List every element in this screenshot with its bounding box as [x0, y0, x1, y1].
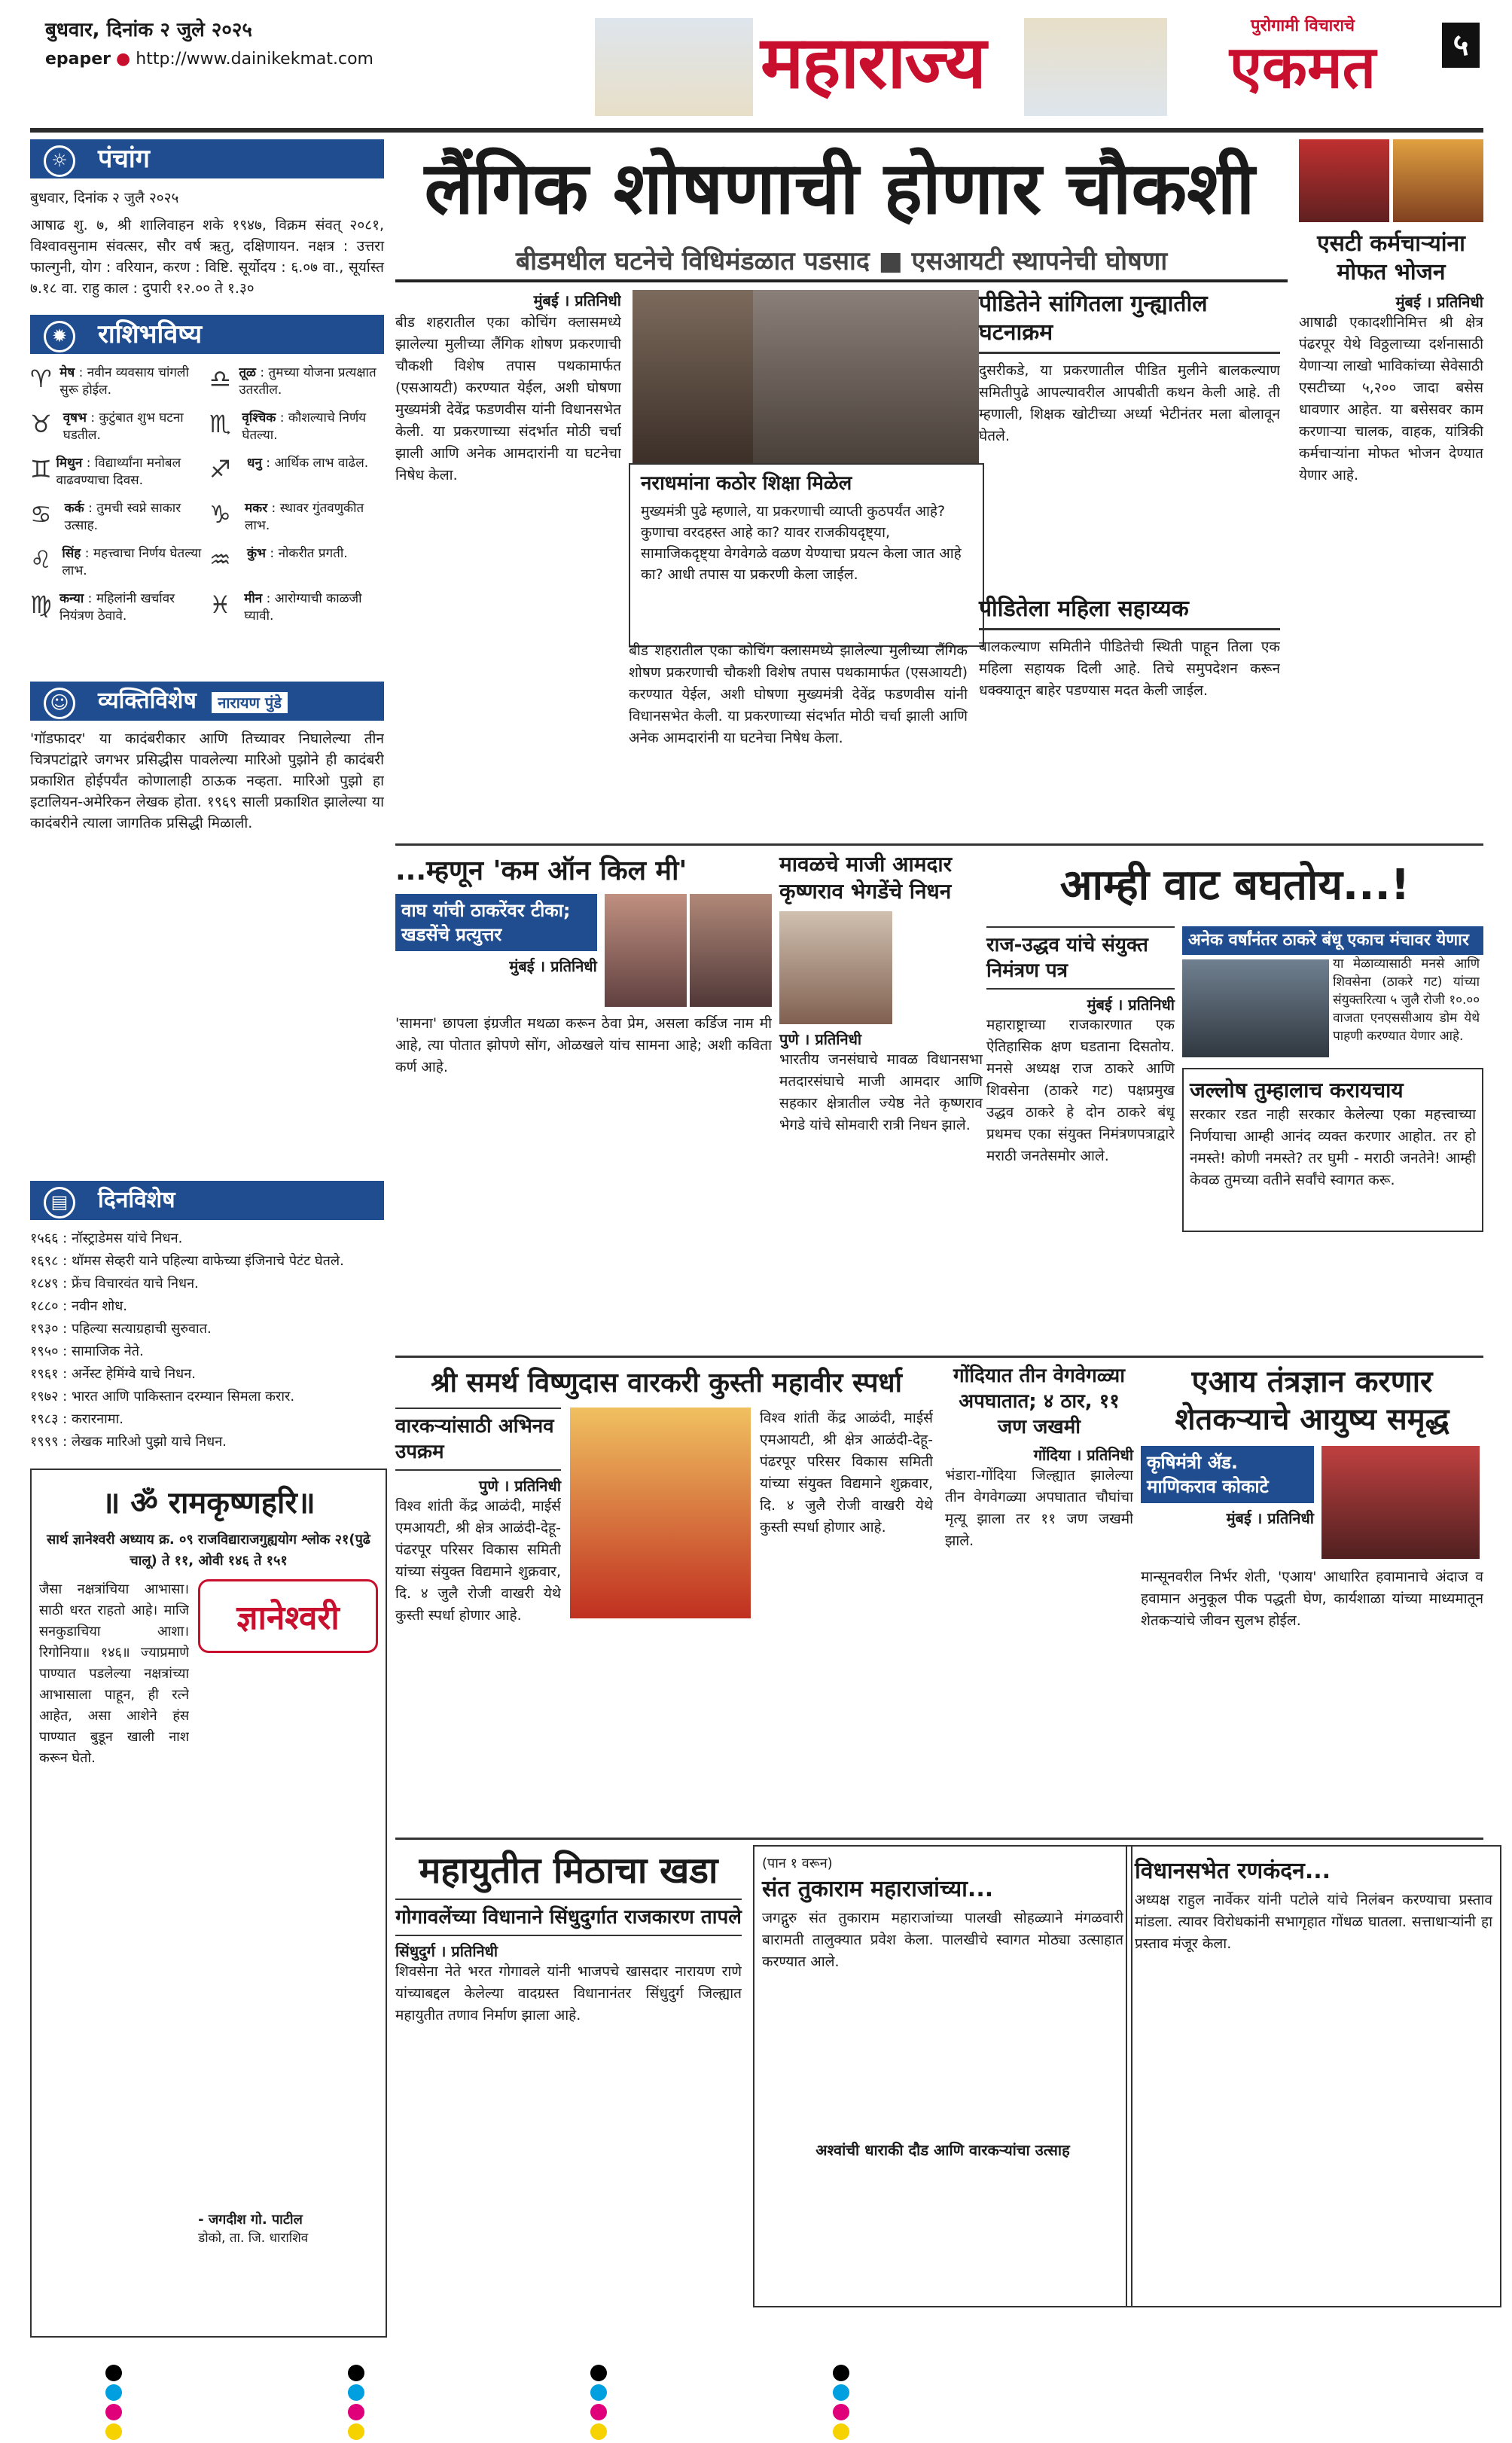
rashi-text: कुटुंबात शुभ घटना घडतील. [62, 410, 184, 443]
print-dot [590, 2384, 607, 2401]
rashi-item: ♎ तूळ : तुमच्या योजना प्रत्यक्षात उतरतील. [209, 364, 384, 410]
rashi-name: कन्या [59, 591, 84, 606]
rashi-text: आरोग्याची काळजी घ्यावी. [244, 591, 362, 624]
virgo-icon: ♍ [30, 590, 52, 619]
bhegde-photo [779, 911, 892, 1024]
brand-name: एकमत [1229, 33, 1376, 102]
dinvishesh-item: १८८० : नवीन शोध. [30, 1298, 128, 1314]
dinvishesh-item: १९९९ : लेखक मारिओ पुझो याचे निधन. [30, 1434, 227, 1450]
obituary-article [779, 851, 983, 1335]
panchang-date: बुधवार, दिनांक २ जुलै २०२५ [30, 190, 179, 206]
kiss-title: ...म्हणून 'कम ऑन किल मी' [395, 856, 687, 886]
panchang-section [30, 139, 384, 299]
kiss-sub: वाघ यांची ठाकरेंवर टीका; खडसेंचे प्रत्युत्तर [395, 894, 597, 951]
rashi-text: आर्थिक लाभ वाढेल. [274, 456, 369, 471]
side-title: एसटी कर्मचाऱ्यांना मोफत भोजन [1317, 230, 1465, 285]
vitthal-photo [1393, 139, 1483, 222]
dinvishesh-item: १९७२ : भारत आणि पाकिस्तान दरम्यान सिमला करार. [30, 1389, 295, 1404]
rashi-text: महिलांनी खर्चावर नियंत्रण ठेवावे. [59, 591, 175, 624]
header-divider [30, 128, 1483, 133]
main-subhead: बीडमधील घटनेचे विधिमंडळात पडसाद ■ एसआयटी स्थापनेची घोषणा [395, 243, 1288, 282]
panchang-title: पंचांग [98, 144, 150, 174]
rashi-name: मेष [59, 365, 75, 380]
lower-divider [395, 1356, 1483, 1358]
ai-sub: कृषिमंत्री ॲड. माणिकराव कोकाटे [1141, 1446, 1314, 1503]
brand-masthead [1175, 14, 1431, 111]
print-dot [833, 2365, 849, 2381]
capricorn-icon: ♑ [209, 500, 231, 529]
main-body: बीड शहरातील एका कोचिंग क्लासमध्ये झालेल्या मुलीच्या लैंगिक शोषण प्रकरणाची चौकशी विशेष तपास पथकामार्फत (एसआयटी) करण्यात येईल, अशी घोषणा मुख्यमंत्री देवेंद्र फडणवीस यांनी विधानसभेत केली. या प्रकरणाच्या संदर्भात मोठी चर्चा झाली आणि अनेक आमदारांनी या घटनेचा निषेध केला. [395, 314, 621, 483]
accident-byline: गोंदिया । प्रतिनिधी [1033, 1446, 1133, 1464]
vyakti-sub: नारायण पुंडे [212, 692, 288, 713]
gemini-icon: ♊ [30, 455, 52, 483]
thackeray-brothers-photo [1182, 959, 1329, 1057]
ramkrishna-title: ॥ ॐ रामकृष्णहरि॥ [102, 1486, 316, 1520]
print-dot [348, 2365, 364, 2381]
cancer-icon: ♋ [30, 500, 52, 529]
print-dot [590, 2365, 607, 2381]
rashi-text: विद्यार्थ्यांना मनोबल वाढवण्याचा दिवस. [56, 456, 181, 488]
dinvishesh-item: १९८३ : करारनामा. [30, 1411, 123, 1427]
uddhav-text: महाराष्ट्राच्या राजकारणात एक ऐतिहासिक क्षण घडताना दिसतोय. मनसे अध्यक्ष राज ठाकरे आणि शिवसेना (ठाकरे गट) पक्षप्रमुख उद्धव ठाकरे हे दोन ठाकरे बंधू प्रथमच एका संयुक्त निमंत्रणपत्राद्वारे मराठी जनतेसमोर आले. [986, 1017, 1175, 1164]
print-dot [348, 2404, 364, 2420]
taurus-icon: ♉ [30, 410, 52, 438]
dinvishesh-item: १८४९ : फ्रेंच विचारवंत याचे निधन. [30, 1276, 199, 1292]
mahayuti-title: महायुतीत मिठाचा खडा [419, 1850, 718, 1892]
dinvishesh-list [30, 1228, 384, 1453]
accident-text: भंडारा-गोंदिया जिल्ह्यात झालेल्या तीन वेगवेगळ्या अपघातात चौघांचा मृत्यू झाला तर ११ जण जखमी झाले. [945, 1467, 1133, 1549]
bottom-divider [395, 1838, 1483, 1840]
fadnavis-photo [633, 290, 753, 463]
jalosh-text: सरकार रडत नाही सरकार केलेल्या एका महत्त्वाच्या निर्णयाचा आम्ही आनंद व्यक्त करणार आहोत. तर हो नमस्ते! कोणी नमस्ते? तर घुमी - मराठी जनतेने! आम्ही केवळ तुमच्या वतीने सर्वांचे स्वागत करू. [1190, 1106, 1476, 1188]
kusti-text: विश्व शांती केंद्र आळंदी, माईर्स एमआयटी, श्री क्षेत्र आळंदी-देहू-पंढरपूर परिसर विकास समिती यांच्या संयुक्त विद्यमाने शुक्रवार, दि. ४ जुलै रोजी वाखरी येथे कुस्ती स्पर्धा होणार आहे. [395, 1498, 561, 1624]
main-byline: मुंबई । प्रतिनिधी [533, 291, 621, 310]
box-victim-account [979, 290, 1280, 608]
rashi-name: कर्क [64, 501, 84, 516]
chitra-wagh-photo [605, 894, 687, 1007]
person-icon: ☺ [44, 688, 75, 719]
rashi-text: नवीन व्यवसाय चांगली सुरू होईल. [59, 365, 189, 398]
rashi-item: ♒ कुंभ : नोकरीत प्रगती. [209, 545, 384, 590]
libra-icon: ♎ [209, 364, 231, 393]
rashi-name: मिथुन [56, 456, 83, 471]
tukaram-sub2: अश्वांची धाराकी दौड आणि वारकऱ्यांचा उत्साह [815, 2141, 1070, 2159]
box1-title: पीडितेने सांगितला गुन्ह्यातील घटनाक्रम [979, 290, 1280, 354]
rashi-text: स्थावर गुंतवणुकीत लाभ. [244, 501, 364, 533]
ai-title: एआय तंत्रज्ञान करणार शेतकऱ्याचे आयुष्य समृद्ध [1175, 1365, 1450, 1437]
jalosh-title: जल्लोष तुम्हालाच करायचाय [1190, 1078, 1404, 1103]
sun-icon: ☼ [44, 145, 75, 177]
kusti-title: श्री समर्थ विष्णुदास वारकरी कुस्ती महावीर स्पर्धा [431, 1368, 902, 1398]
rashi-item: ♑ मकर : स्थावर गुंतवणुकीत लाभ. [209, 500, 384, 545]
rashi-name: तूळ [239, 365, 256, 380]
kiss-text: 'सामना' छापला इंग्रजीत मथळा करून ठेवा प्रेम, असला कर्डिज नाम मी आहे, त्या पोतात झोपणे सोंग, ओळखले यांच सामना आहे; अशी कविता कर्ण आहे. [395, 1015, 772, 1075]
thackeray-box [1182, 926, 1483, 1232]
mahayuti-byline: सिंधुदुर्ग । प्रतिनिधी [395, 1942, 498, 1960]
box2-text: बालकल्याण समितीने पीडितेची स्थिती पाहून तिला एक महिला सहायक दिली आहे. तिचे समुपदेशन करून धक्क्यातून बाहेर पडण्यास मदत केली जाईल. [979, 639, 1280, 699]
rashi-item: ♉ वृषभ : कुटुंबात शुभ घटना घडतील. [30, 410, 205, 455]
ai-byline: मुंबई । प्रतिनिधी [1226, 1509, 1314, 1527]
ramkrishna-text: जैसा नक्षत्रांचिया आभासा। साठी धरत राहतो आहे। माजि सनकुडाचिया आशा। रिगोनिया॥ १४६॥ ज्याप्रमाणे पाण्यात पडलेल्या नक्षत्रांच्या आभासाला पाहून, ही रत्ने आहेत, असा आशेने हंस पाण्यात बुडून खाली नाश करून घेतो. [39, 1581, 190, 1766]
vyakti-title: व्यक्तिविशेष [98, 688, 197, 714]
sagittarius-icon: ♐ [209, 455, 231, 483]
print-dot [105, 2384, 122, 2401]
header-date: बुधवार, दिनांक २ जुले २०२५ [45, 19, 252, 41]
header-banner-image-right [1024, 18, 1167, 116]
vidhan-title: विधानसभेत रणकंदन... [1135, 1858, 1331, 1884]
box2-title: पीडितेला महिला सहाय्यक [979, 595, 1280, 630]
dinvishesh-item: १९६१ : अर्नेस्ट हेमिंग्वे याचे निधन. [30, 1366, 196, 1382]
vyakti-section [30, 682, 384, 1075]
rashi-item: ♊ मिथुन : विद्यार्थ्यांना मनोबल वाढवण्याचा दिवस. [30, 455, 205, 500]
dinvishesh-item: १९५० : सामाजिक नेते. [30, 1343, 144, 1359]
wait-headline: आम्ही वाट बघतोय...! [1059, 861, 1410, 910]
header-banner-image [595, 18, 753, 116]
quote-box [629, 463, 984, 647]
uddhav-article [986, 926, 1175, 1353]
rashi-column-2 [209, 364, 384, 636]
print-dot [833, 2423, 849, 2440]
box-women-assistant [979, 595, 1280, 862]
panchang-header [30, 139, 384, 178]
uddhav-title: राज-उद्धव यांचे संयुक्त निमंत्रण पत्र [986, 926, 1175, 990]
calendar-icon: ▤ [44, 1187, 75, 1218]
rashi-name: मकर [244, 501, 268, 516]
vyakti-header [30, 682, 384, 721]
kusti-poster-image [570, 1408, 751, 1618]
epaper-url[interactable] [45, 50, 373, 69]
section-logo: महाराज्य [761, 20, 985, 105]
rashi-item: ♋ कर्क : तुमची स्वप्ने साकार उत्साह. [30, 500, 205, 545]
tukaram-title: संत तुकाराम महाराजांच्या... [762, 1876, 994, 1902]
pisces-icon: ♓ [209, 590, 231, 619]
rashi-column-1 [30, 364, 205, 636]
print-dot [833, 2404, 849, 2420]
epaper-label: epaper [45, 50, 111, 69]
mahayuti-article [395, 1845, 742, 2323]
kusti-byline: पुणे । प्रतिनिधी [478, 1477, 561, 1495]
website-url[interactable]: http://www.dainikekmat.com [136, 50, 373, 69]
ramkrishna-author: - जगदीश गो. पाटील [198, 2212, 303, 2228]
print-dot [590, 2404, 607, 2420]
rashi-item: ♍ कन्या : महिलांनी खर्चावर नियंत्रण ठेवावे. [30, 590, 205, 636]
st-bhojan-article [1299, 230, 1483, 831]
vidhan-article [1126, 1845, 1501, 2307]
print-dot [590, 2423, 607, 2440]
ai-article [1141, 1363, 1483, 1792]
rashi-name: मीन [244, 591, 263, 606]
print-dot [348, 2384, 364, 2401]
thackeray-title: अनेक वर्षांनंतर ठाकरे बंधू एकाच मंचावर येणार [1182, 926, 1483, 955]
mahayuti-sub: गोगावलेंच्या विधानाने सिंधुदुर्गात राजकारण तापले [395, 1899, 742, 1936]
obit-title: मावळचे माजी आमदार कृष्णराव भेगडेंचे निधन [779, 852, 953, 904]
uddhav-byline: मुंबई । प्रतिनिधी [1087, 996, 1175, 1014]
kusti-text-cont: विश्व शांती केंद्र आळंदी, माईर्स एमआयटी, श्री क्षेत्र आळंदी-देहू-पंढरपूर परिसर विकास समिती यांच्या संयुक्त विद्यमाने शुक्रवार, दि. ४ जुलै रोजी वाखरी येथे कुस्ती स्पर्धा होणार आहे. [760, 1410, 933, 1536]
print-dot [105, 2423, 122, 2440]
kokate-photo [1321, 1446, 1480, 1559]
rashi-item: ♈ मेष : नवीन व्यवसाय चांगली सुरू होईल. [30, 364, 189, 398]
ai-text: मान्सूनवरील निर्भर शेती, 'एआय' आधारित हवामानाचे अंदाज व हवामान अनुकूल पीक पद्धती घेण, कार्यशाळा यांच्या माध्यमातून शेतकऱ्यांचे जीवन सुलभ होईल. [1141, 1569, 1483, 1629]
tukaram-text: जगद्गुरु संत तुकाराम महाराजांच्या पालखी सोहळ्याने मंगळवारी बारामती तालुक्यात प्रवेश केला. पालखीचे स्वागत मोठ्या उत्साहात करण्यात आले. [762, 1910, 1123, 1970]
kiss-article [395, 851, 772, 1352]
aquarius-icon: ♒ [209, 545, 231, 574]
rashi-item: ♓ मीन : आरोग्याची काळजी घ्यावी. [209, 590, 384, 636]
kusti-article [395, 1363, 937, 1829]
dnyaneshwari-logo: ज्ञानेश्वरी [198, 1579, 378, 1653]
rashi-text: कौशल्याचे निर्णय घेतल्या. [242, 410, 367, 443]
leo-icon: ♌ [30, 545, 52, 574]
aries-icon: ♈ [30, 364, 52, 393]
rashi-text: तुमच्या योजना प्रत्यक्षात उतरतील. [239, 365, 376, 398]
tukaram-article [753, 1845, 1132, 2307]
rashi-name: कुंभ [247, 546, 267, 561]
kusti-sub: वारकऱ्यांसाठी अभिनव उपक्रम [395, 1408, 561, 1471]
victim-illustration-photo [753, 290, 979, 463]
dinvishesh-item: १५६६ : नॉस्ट्राडेमस यांचे निधन. [30, 1231, 183, 1246]
quote-title: नराधमांना कठोर शिक्षा मिळेल [641, 472, 852, 495]
rashi-item: ♏ वृश्चिक : कौशल्याचे निर्णय घेतल्या. [209, 410, 384, 455]
dinvishesh-item: १६९८ : थॉमस सेव्हरी याने पहिल्या वाफेच्या इंजिनाचे पेटंट घेतले. [30, 1253, 344, 1269]
vyakti-text: 'गॉडफादर' या कादंबरीकार आणि तिच्यावर निघालेल्या तीन चित्रपटांद्वारे जगभर प्रसिद्धीस पावलेल्या मारिओ पुझोने ही कादंबरी प्रकाशित होईपर्यंत कोणालाही ठाऊक नव्हता. मारिओ पुझो हा इटालियन-अमेरिकन लेखक होता. १९६९ साली प्रकाशित झालेल्या या कादंबरीने त्याला जागतिक प्रसिद्धी मिळाली. [30, 730, 384, 831]
dinvishesh-item: १९३० : पहिल्या सत्याग्रहाची सुरुवात. [30, 1321, 212, 1337]
st-bus-photo [1299, 139, 1389, 222]
page-number: ५ [1442, 23, 1480, 68]
rashi-text: तुमची स्वप्ने साकार उत्साह. [64, 501, 181, 533]
kiss-byline: मुंबई । प्रतिनिधी [509, 957, 597, 975]
accident-article [945, 1363, 1133, 1796]
rashi-header [30, 315, 384, 354]
print-dot [105, 2365, 122, 2381]
print-dot [348, 2423, 364, 2440]
ramkrishna-author-place: डोको, ता. जि. धाराशिव [198, 2231, 309, 2246]
mahayuti-text: शिवसेना नेते भरत गोगावले यांनी भाजपचे खासदार नारायण राणे यांच्याबद्दल केलेल्या वादग्रस्त विधानानंतर सिंधुदुर्ग जिल्ह्यात महायुतीत तणाव निर्माण झाला आहे. [395, 1963, 742, 2024]
print-dot [833, 2384, 849, 2401]
rashi-name: धनु [247, 456, 262, 471]
ramkrishna-sub: सार्थ ज्ञानेश्वरी अध्याय क्र. ०९ राजविद्याराजगुह्ययोग श्लोक २१(पुढे चालू) ते ११, ओवी १४६ ते १५१ [47, 1532, 370, 1569]
main-headline: लैंगिक शोषणाची होणार चौकशी [424, 145, 1255, 230]
rashi-item: ♐ धनु : आर्थिक लाभ वाढेल. [209, 455, 384, 500]
rashi-item: ♌ सिंह : महत्त्वाचा निर्णय घेतल्या लाभ. [30, 545, 205, 590]
accident-title: गोंदियात तीन वेगवेगळ्या अपघातात; ४ ठार, ११ जण जखमी [953, 1365, 1125, 1438]
main-article-cont: बीड शहरातील एका कोचिंग क्लासमध्ये झालेल्या मुलीच्या लैंगिक शोषण प्रकरणाची चौकशी विशेष तपास पथकामार्फत (एसआयटी) करण्यात येईल, अशी घोषणा मुख्यमंत्री देवेंद्र फडणवीस यांनी विधानसभेत केली. या प्रकरणाच्या संदर्भात मोठी चर्चा झाली आणि अनेक आमदारांनी या घटनेचा निषेध केला. [629, 642, 968, 746]
rashi-section [30, 315, 384, 636]
print-registration-dots [105, 2365, 1461, 2443]
zodiac-wheel-icon: ✹ [44, 321, 75, 352]
print-dot [105, 2404, 122, 2420]
obit-text: भारतीय जनसंघाचे मावळ विधानसभा मतदारसंघाचे माजी आमदार आणि सहकार क्षेत्रातील ज्येष्ठ नेते कृष्णराव भेगडे यांचे सोमवारी रात्री निधन झाले. [779, 1051, 983, 1133]
side-text: आषाढी एकादशीनिमित्त श्री क्षेत्र पंढरपूर येथे विठ्ठलाच्या दर्शनासाठी येणाऱ्या लाखो भाविकांच्या सेवेसाठी एसटीच्या ५,२०० जादा बसेस धावणार आहेत. या बसेसवर काम करणाऱ्या चालक, वाहक, यांत्रिकी कर्मचाऱ्यांना मोफत भोजन देण्यात येणार आहे. [1299, 314, 1483, 483]
rashi-text: महत्त्वाचा निर्णय घेतल्या लाभ. [62, 546, 202, 578]
box1-text: दुसरीकडे, या प्रकरणातील पीडित मुलीने बालकल्याण समितीपुढे आपल्यावरील आपबीती कथन केली आहे. ती म्हणाली, शिक्षक खोटीच्या अर्ध्या भेटीनंतर मला बोलावून घेतले. [979, 362, 1280, 444]
dinvishesh-section [30, 1181, 384, 1453]
quote-text: मुख्यमंत्री पुढे म्हणाले, या प्रकरणाची व्याप्ती कुठपर्यंत आहे? कुणाचा वरदहस्त आहे का? यावर राजकीयदृष्ट्या, सामाजिकदृष्ट्या वेगवेगळे वळण येण्याचा प्रयत्न केला जात आहे का? आधी तपास या प्रकरणी केला जाईल. [641, 503, 962, 583]
thackeray-text: या मेळाव्यासाठी मनसे आणि शिवसेना (ठाकरे गट) यांच्या संयुक्तरित्या ५ जुलै रोजी १०.०० वाजता एनएससीआय डोम येथे पाहणी करण्यात येणार आहे. [1333, 956, 1480, 1044]
middle-divider [395, 843, 1483, 846]
rashi-name: सिंह [62, 546, 81, 561]
rashi-name: वृश्चिक [242, 410, 276, 425]
rashi-text: नोकरीत प्रगती. [278, 546, 348, 561]
panchang-text: आषाढ शु. ७, श्री शालिवाहन शके १९४७, विक्रम संवत् २०८१, विश्वावसुनाम संवत्सर, सौर वर्ष ऋतु, दक्षिणायन. नक्षत्र : उत्तरा फाल्गुनी, योग : वरियान, करण : विष्टि. सूर्योदय : ६.०७ वा., सूर्यास्त ७.१८ वा. राहु काल : दुपारी १२.०० ते १.३० [30, 217, 384, 297]
rashi-title: राशिभविष्य [98, 319, 203, 349]
rohini-khadse-photo [690, 894, 772, 1007]
tukaram-tag: (पान १ वरून) [762, 1856, 833, 1871]
side-byline: मुंबई । प्रतिनिधी [1395, 293, 1483, 311]
scorpio-icon: ♏ [209, 410, 231, 438]
obit-byline: पुणे । प्रतिनिधी [779, 1030, 862, 1048]
rashi-name: वृषभ [62, 410, 87, 425]
globe-icon: ● [116, 50, 131, 69]
main-article [395, 290, 621, 892]
dinvishesh-title: दिनविशेष [98, 1187, 175, 1213]
dinvishesh-header [30, 1181, 384, 1220]
brand-tagline: पुरोगामी विचाराचे [1250, 17, 1355, 35]
ramkrishna-section [30, 1469, 387, 2338]
vidhan-text: अध्यक्ष राहुल नार्वेकर यांनी पटोले यांचे निलंबन करण्याचा प्रस्ताव मांडला. त्यावर विरोधकांनी सभागृहात गोंधळ घातला. सत्ताधाऱ्यांनी हा प्रस्ताव मंजूर केला. [1135, 1892, 1492, 1952]
